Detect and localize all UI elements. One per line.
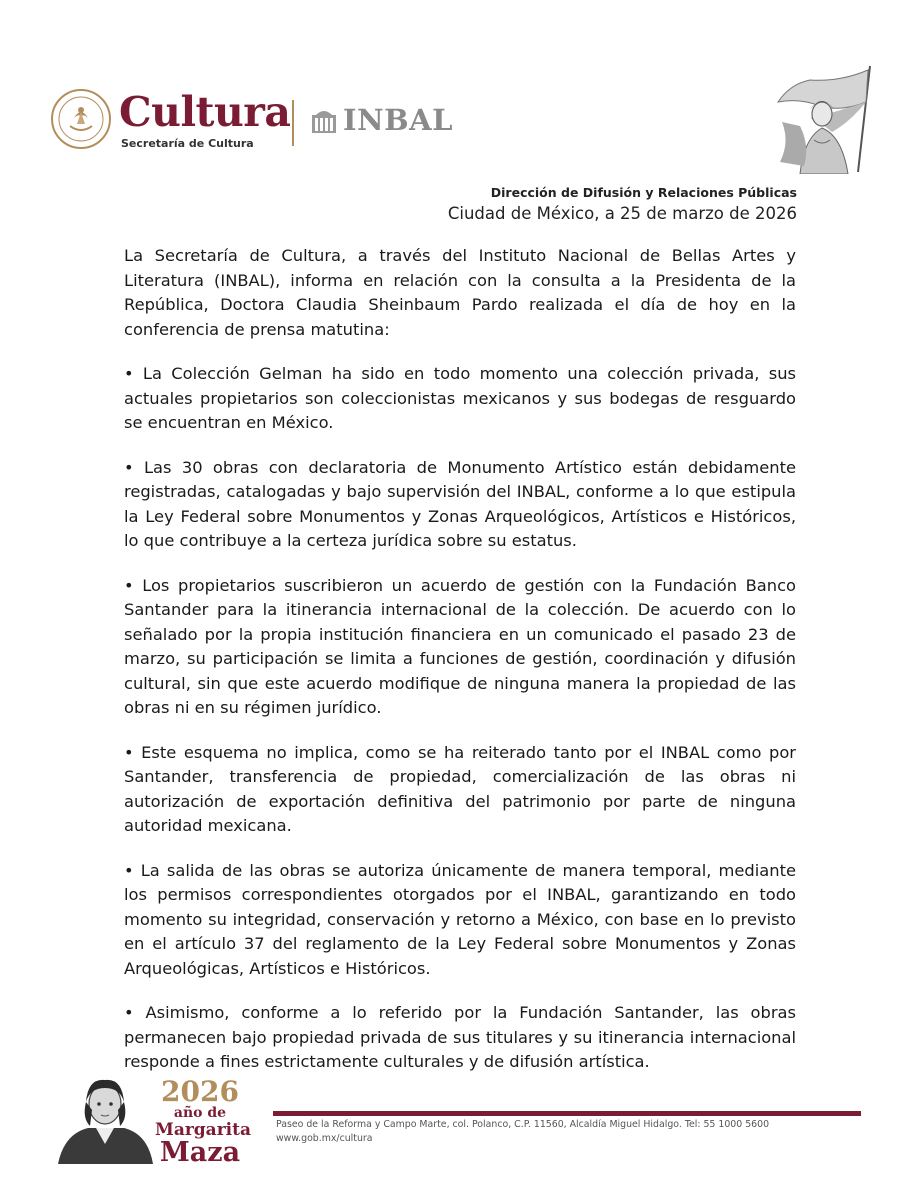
national-seal-icon xyxy=(50,88,112,150)
flag-figure-illustration-icon xyxy=(770,62,880,174)
bullet-paragraph: • Asimismo, conforme a lo referido por la Fundación Santander, las obras permanecen bajo propiedad privada de sus titulares y su itinerancia internacional responde a fines estrictamente culturales y de difusión artística. xyxy=(124,1003,796,1071)
bullet-paragraph: • La Colección Gelman ha sido en todo momento una colección privada, sus actuales propietarios son coleccionistas mexicanos y sus bodegas de resguardo se encuentran en México. xyxy=(124,364,796,432)
brand-name: Cultura xyxy=(119,88,291,136)
bullet-paragraph: • Las 30 obras con declaratoria de Monumento Artístico están debidamente registradas, catalogadas y bajo supervisión del INBAL, conforme a lo que estipula la Ley Federal sobre Monumentos y Zonas Arqueológicos, Artísticos e Históricos, lo que contribuye a la certeza jurídica sobre su estatus. xyxy=(124,457,796,550)
palace-icon xyxy=(312,107,336,133)
footer-address: Paseo de la Reforma y Campo Marte, col. Polanco, C.P. 11560, Alcaldía Miguel Hidalgo. Tel: 55 1000 5600 xyxy=(276,1119,770,1130)
bullet-paragraph: • Este esquema no implica, como se ha reiterado tanto por el INBAL como por Santander, transferencia de propiedad, comercialización de las obras ni autorización de exportación definitiva del patrimonio por parte de ninguna autoridad mexicana. xyxy=(124,742,796,835)
footer-divider xyxy=(273,1111,861,1116)
place-and-date: Ciudad de México, a 25 de marzo de 2026 xyxy=(447,204,797,223)
issuing-office: Dirección de Difusión y Relaciones Públicas xyxy=(490,185,797,200)
brand-divider xyxy=(292,100,294,146)
intro-paragraph: La Secretaría de Cultura, a través del Instituto Nacional de Bellas Artes y Literatura (INBAL), informa en relación con la consulta a la Presidenta de la República, Doctora Claudia Sheinbaum Pardo realizada el día de hoy en la conferencia de prensa matutina: xyxy=(124,246,796,339)
margarita-maza-portrait-icon xyxy=(58,1074,153,1164)
press-release-body xyxy=(124,244,796,1095)
commemorative-year: 2026 xyxy=(161,1075,239,1108)
footer-website: www.gob.mx/cultura xyxy=(276,1133,373,1144)
commemorative-year-badge xyxy=(155,1075,251,1168)
bullet-paragraph: • Los propietarios suscribieron un acuerdo de gestión con la Fundación Banco Santander para la itinerancia internacional de la colección. De acuerdo con lo señalado por la propia institución financiera en un comunicado el pasado 23 de marzo, su participación se limita a funciones de gestión, coordinación y difusión cultural, sin que este acuerdo modifique de ninguna manera la propiedad de las obras ni en su régimen jurídico. xyxy=(124,575,796,717)
honoree-first-name: Margarita xyxy=(155,1120,251,1140)
bullet-paragraph: • La salida de las obras se autoriza únicamente de manera temporal, mediante los permisos correspondientes otorgados por el INBAL, garantizando en todo momento su integridad, conservación y retorno a México, con base en lo previsto en el artículo 37 del reglamento de la Ley Federal sobre Monumentos y Zonas Arqueológicas, Artísticos e Históricos. xyxy=(124,860,796,978)
honoree-last-name: Maza xyxy=(159,1137,241,1168)
institute-name: INBAL xyxy=(343,103,453,137)
year-label: año de xyxy=(173,1105,227,1121)
letterhead xyxy=(0,0,919,180)
brand-subtitle: Secretaría de Cultura xyxy=(121,137,254,150)
